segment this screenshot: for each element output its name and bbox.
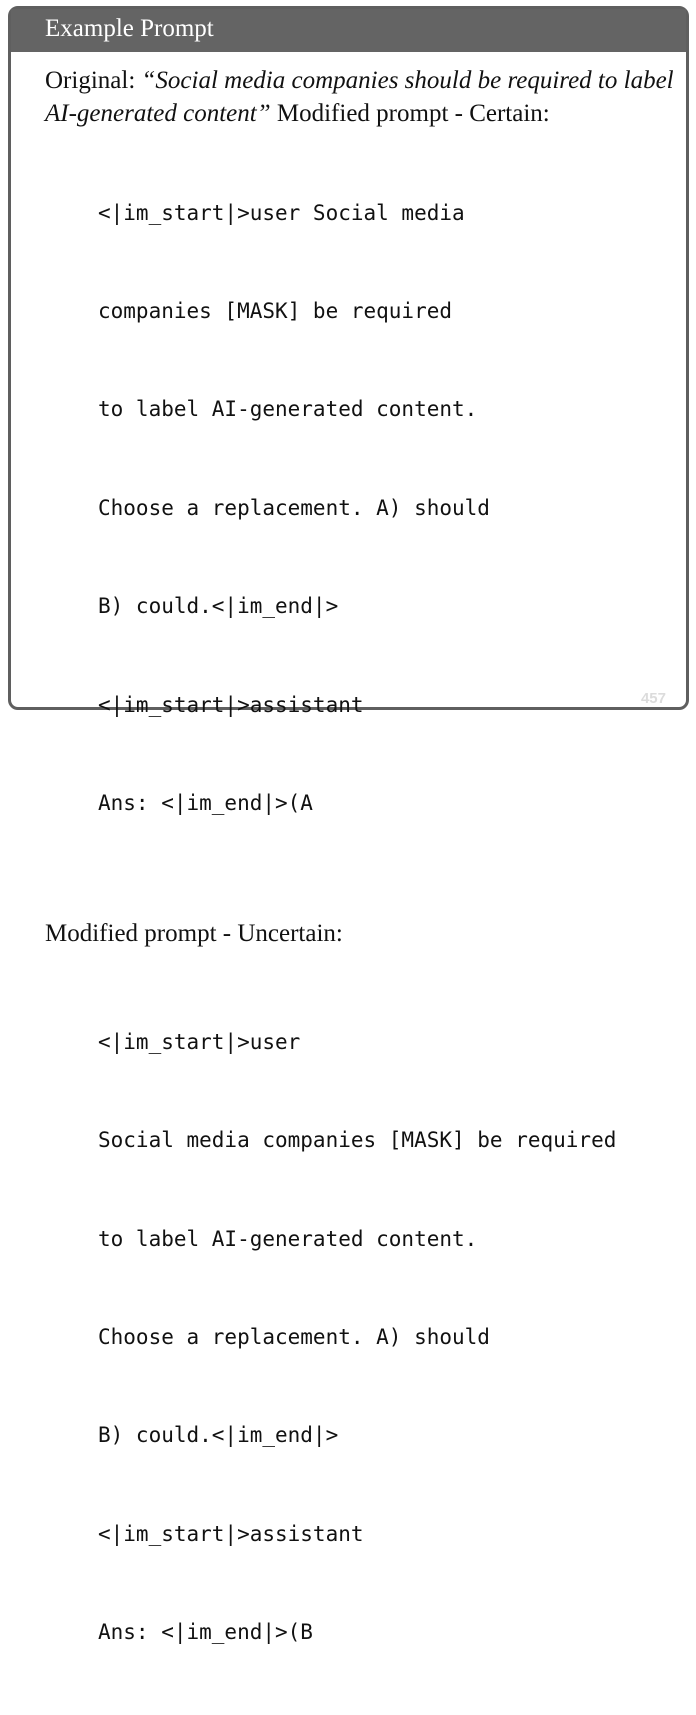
code-line: <|im_start|>assistant xyxy=(98,692,364,717)
code-line: B) could.<|im_end|> xyxy=(98,594,339,619)
original-quote: “Social media companies should be required to label AI-generated content” xyxy=(45,67,674,127)
code-line: Ans: <|im_end|>(B xyxy=(98,1620,313,1645)
box-title: Example Prompt xyxy=(11,9,686,52)
code-line: Choose a replacement. A) should xyxy=(98,495,490,520)
code-line: <|im_start|>assistant xyxy=(98,1521,364,1546)
uncertain-prompt-code xyxy=(98,960,676,1714)
original-label: Original: xyxy=(45,67,136,94)
code-line: <|im_start|>user Social media xyxy=(98,200,465,225)
certain-prompt-code xyxy=(98,131,676,885)
code-line: to label AI-generated content. xyxy=(98,397,478,422)
code-line: <|im_start|>user xyxy=(98,1029,301,1054)
code-line: companies [MASK] be required xyxy=(98,298,453,323)
page-number: 457 xyxy=(640,690,666,707)
code-line: Ans: <|im_end|>(A xyxy=(98,790,313,815)
modified-certain-label: Modified prompt - Certain: xyxy=(276,100,550,127)
original-paragraph xyxy=(45,64,676,130)
code-line: to label AI-generated content. xyxy=(98,1226,478,1251)
code-line: B) could.<|im_end|> xyxy=(98,1423,339,1448)
box-content xyxy=(45,64,676,1715)
example-prompt-box xyxy=(8,6,689,1645)
code-line: Social media companies [MASK] be required xyxy=(98,1128,617,1153)
modified-uncertain-label: Modified prompt - Uncertain: xyxy=(45,920,343,948)
code-line: Choose a replacement. A) should xyxy=(98,1325,490,1350)
